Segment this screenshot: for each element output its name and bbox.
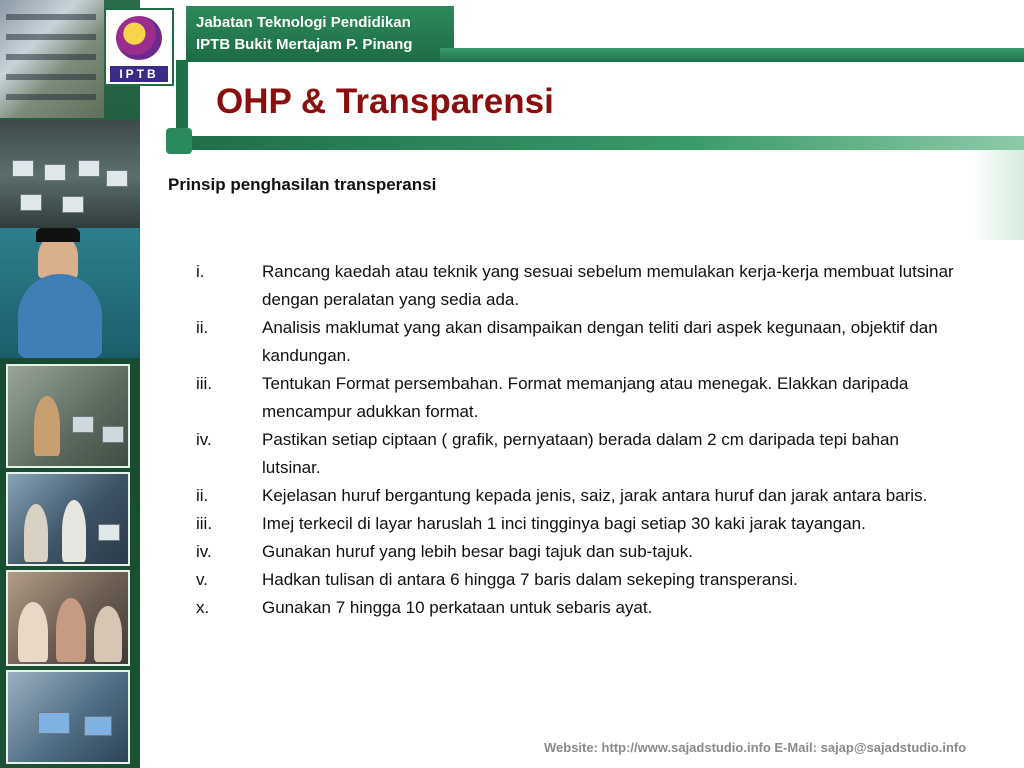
building-photo: [0, 0, 104, 118]
iptb-logo: [104, 8, 174, 86]
slide-subtitle: Prinsip penghasilan transperansi: [168, 175, 437, 194]
accent-square: [166, 128, 192, 154]
item-text: Pastikan setiap ciptaan ( grafik, pernyataan) berada dalam 2 cm daripada tepi bahan lutsinar.: [262, 430, 899, 477]
item-number: i.: [196, 262, 205, 281]
item-number: iv.: [196, 430, 212, 449]
students-photo: [6, 570, 130, 666]
item-number: ii.: [196, 318, 209, 337]
org-location: IPTB Bukit Mertajam P. Pinang: [196, 36, 413, 53]
item-number: v.: [196, 570, 208, 589]
list-item: [196, 482, 956, 510]
list-item: [196, 566, 956, 594]
item-number: iii.: [196, 374, 213, 393]
photo-strip: [0, 0, 140, 768]
list-item: [196, 426, 956, 482]
slide-title: OHP & Transparensi: [216, 82, 554, 121]
item-number: ii.: [196, 486, 209, 505]
principles-list: [196, 258, 956, 622]
emblem-icon: [116, 16, 162, 60]
list-item: [196, 510, 956, 538]
org-name: Jabatan Teknologi Pendidikan: [196, 14, 411, 31]
student-portrait-photo: [0, 228, 140, 358]
item-text: Hadkan tulisan di antara 6 hingga 7 baris dalam sekeping transperansi.: [262, 570, 798, 589]
list-item: [196, 314, 956, 370]
item-number: iii.: [196, 514, 213, 533]
list-item: [196, 370, 956, 426]
item-text: Tentukan Format persembahan. Format memanjang atau menegak. Elakkan daripada mencampur adukkan format.: [262, 374, 909, 421]
decorative-fade: [972, 150, 1024, 240]
header-banner: [186, 6, 454, 62]
list-item: [196, 538, 956, 566]
title-underline-bar: [192, 136, 1024, 150]
item-text: Kejelasan huruf bergantung kepada jenis, saiz, jarak antara huruf dan jarak antara baris.: [262, 486, 928, 505]
list-item: [196, 258, 956, 314]
item-number: x.: [196, 598, 210, 617]
item-number: iv.: [196, 542, 212, 561]
top-accent-bar: [440, 48, 1024, 62]
item-text: Imej terkecil di layar haruslah 1 inci tingginya bagi setiap 30 kaki jarak tayangan.: [262, 514, 866, 533]
item-text: Analisis maklumat yang akan disampaikan dengan teliti dari aspek kegunaan, objektif dan kandungan.: [262, 318, 938, 365]
lab-session-photo: [6, 472, 130, 566]
footer-contact: Website: http://www.sajadstudio.info E-Mail: sajap@sajadstudio.info: [544, 740, 967, 755]
vertical-accent-bar: [176, 60, 188, 130]
item-text: Rancang kaedah atau teknik yang sesuai sebelum memulakan kerja-kerja membuat lutsinar dengan peralatan yang sedia ada.: [262, 262, 954, 309]
logo-text: IPTB: [110, 66, 168, 82]
presentation-photo: [6, 670, 130, 764]
classroom-photo: [6, 364, 130, 468]
item-text: Gunakan huruf yang lebih besar bagi tajuk dan sub-tajuk.: [262, 542, 693, 561]
computer-lab-photo: [0, 120, 140, 230]
item-text: Gunakan 7 hingga 10 perkataan untuk sebaris ayat.: [262, 598, 653, 617]
list-item: [196, 594, 956, 622]
